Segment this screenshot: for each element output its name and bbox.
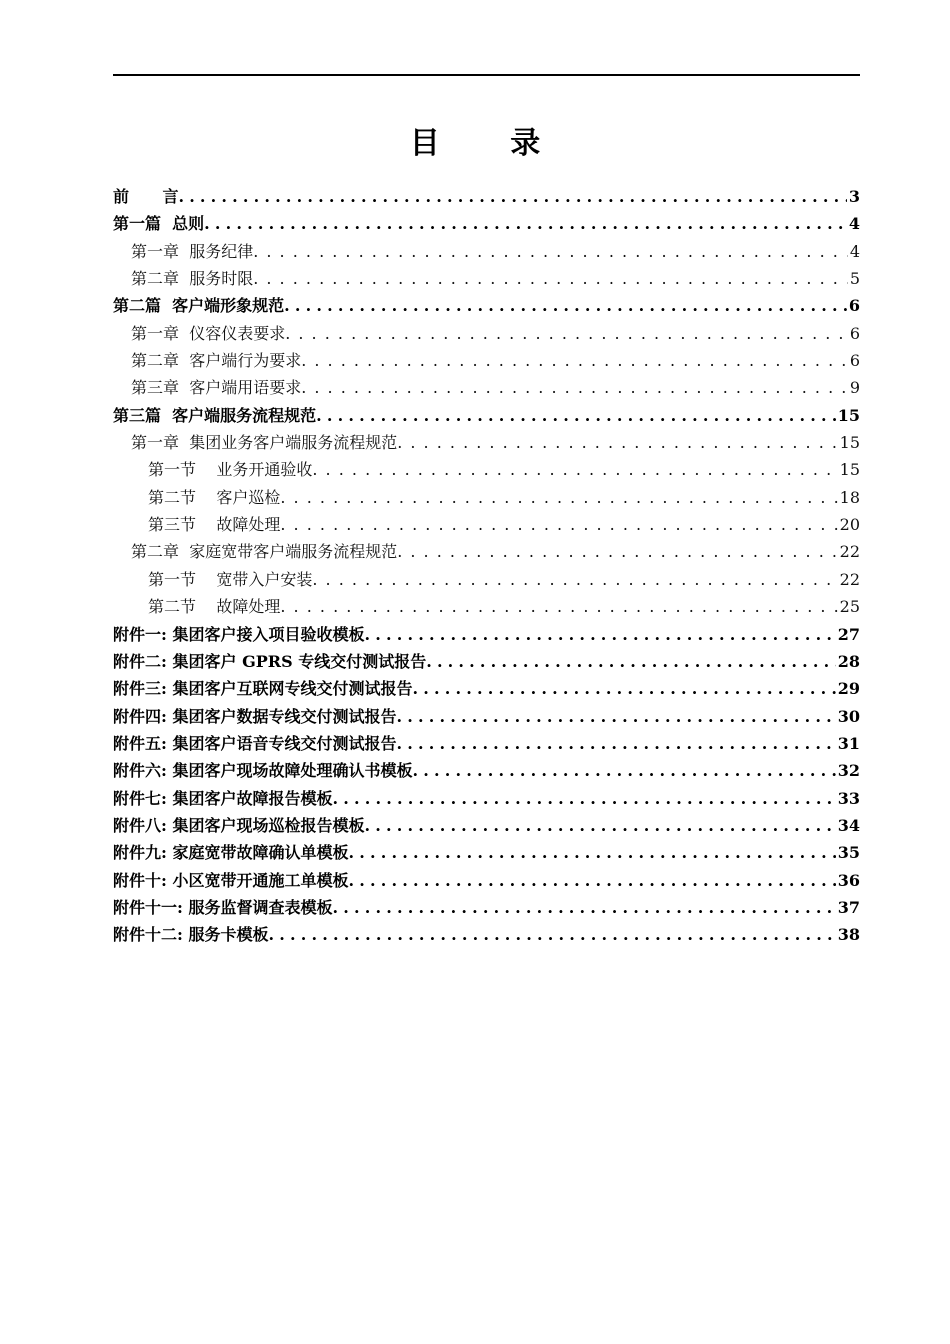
toc-entry-page-number: 15 bbox=[837, 405, 860, 425]
toc-entry[interactable] bbox=[113, 292, 860, 319]
toc-entry-prefix: 附件二: bbox=[113, 651, 167, 671]
toc-entry-page-number: 3 bbox=[848, 187, 860, 206]
toc-entry[interactable] bbox=[113, 703, 860, 730]
toc-entry-page-number: 27 bbox=[837, 624, 860, 644]
toc-entry-label bbox=[131, 347, 848, 374]
toc-entry-prefix: 第二章 bbox=[131, 542, 180, 562]
toc-entry-label bbox=[131, 429, 838, 456]
toc-entry-prefix: 附件十二: bbox=[113, 925, 183, 945]
toc-entry-gap bbox=[179, 351, 189, 370]
toc-entry-prefix: 附件九: bbox=[113, 843, 167, 863]
toc-entry-label bbox=[131, 374, 848, 401]
toc-entry-gap bbox=[161, 296, 172, 315]
toc-entry-prefix: 附件三: bbox=[113, 679, 167, 699]
toc-entry-label bbox=[148, 593, 838, 620]
toc-entry-text: 言 bbox=[162, 187, 179, 206]
toc-entry-label bbox=[131, 265, 848, 292]
toc-entry-prefix: 第一章 bbox=[131, 241, 180, 261]
toc-entry-label bbox=[131, 538, 838, 565]
toc-entry-label bbox=[113, 839, 836, 866]
toc-entry-page-number: 32 bbox=[837, 761, 860, 781]
toc-entry-prefix: 第一节 bbox=[148, 460, 197, 480]
toc-entry-gap bbox=[161, 406, 172, 425]
toc-entry[interactable] bbox=[113, 812, 860, 839]
header-rule bbox=[113, 74, 860, 76]
toc-entry[interactable] bbox=[113, 320, 860, 347]
toc-entry-text: 集团客户语音专线交付测试报告 bbox=[172, 733, 397, 753]
toc-entry-label bbox=[148, 566, 838, 593]
toc-entry[interactable] bbox=[113, 374, 860, 401]
toc-entry[interactable] bbox=[113, 456, 860, 483]
toc-entry-prefix: 第一篇 bbox=[113, 214, 162, 234]
toc-entry-label bbox=[131, 238, 848, 265]
toc-entry-text: 家庭宽带客户端服务流程规范 bbox=[189, 542, 398, 562]
toc-entry-page-number: 18 bbox=[839, 487, 860, 507]
toc-entry-label bbox=[148, 484, 838, 511]
toc-entry-text: 家庭宽带故障确认单模板 bbox=[172, 843, 349, 863]
toc-entry-prefix: 附件一: bbox=[113, 624, 167, 644]
toc-entry-text: 集团客户 GPRS 专线交付测试报告 bbox=[172, 651, 427, 671]
toc-entry-page-number: 37 bbox=[837, 897, 860, 917]
toc-entry-text: 客户端用语要求 bbox=[189, 378, 302, 398]
toc-entry-prefix: 第二节 bbox=[148, 597, 197, 617]
toc-entry-label bbox=[113, 921, 836, 948]
toc-entry-prefix: 附件五: bbox=[113, 733, 167, 753]
toc-entry-prefix: 第一章 bbox=[131, 323, 180, 343]
toc-entry-label bbox=[113, 675, 836, 702]
toc-entry-text: 业务开通验收 bbox=[216, 460, 313, 480]
toc-entry-label bbox=[113, 757, 836, 784]
toc-entry-text: 集团客户故障报告模板 bbox=[172, 788, 333, 808]
toc-entry-page-number: 22 bbox=[839, 569, 860, 589]
toc-entry-label bbox=[131, 320, 848, 347]
toc-entry-label bbox=[113, 621, 836, 648]
toc-entry-gap bbox=[196, 570, 216, 589]
toc-entry-gap bbox=[196, 515, 216, 534]
toc-entry[interactable] bbox=[113, 730, 860, 757]
toc-entry-gap bbox=[161, 214, 172, 233]
toc-entry-prefix: 第二节 bbox=[148, 487, 197, 507]
toc-entry[interactable] bbox=[113, 648, 860, 675]
toc-entry-gap bbox=[179, 242, 189, 261]
toc-entry-text: 集团客户现场故障处理确认书模板 bbox=[172, 761, 413, 781]
toc-entry-prefix: 附件七: bbox=[113, 788, 167, 808]
toc-entry[interactable] bbox=[113, 265, 860, 292]
toc-entry-label bbox=[113, 867, 836, 894]
toc-entry-gap bbox=[179, 433, 189, 452]
toc-entry-page-number: 38 bbox=[837, 925, 860, 945]
toc-entry[interactable] bbox=[113, 839, 860, 866]
toc-entry-text: 集团客户接入项目验收模板 bbox=[172, 624, 365, 644]
toc-entry-label bbox=[148, 456, 838, 483]
toc-entry[interactable] bbox=[113, 621, 860, 648]
toc-entry-gap bbox=[179, 269, 189, 288]
toc-entry-label bbox=[113, 812, 836, 839]
toc-entry-prefix: 第二章 bbox=[131, 269, 180, 289]
toc-entry-page-number: 33 bbox=[837, 788, 860, 808]
toc-entry-label bbox=[148, 511, 838, 538]
toc-entry-page-number: 6 bbox=[849, 351, 860, 371]
toc-entry-gap bbox=[196, 597, 216, 616]
toc-entry-label bbox=[113, 703, 836, 730]
toc-entry[interactable] bbox=[113, 894, 860, 921]
toc-entry-gap bbox=[129, 187, 162, 206]
toc-entry-prefix: 附件四: bbox=[113, 706, 167, 726]
toc-entry-label bbox=[113, 402, 836, 429]
toc-entry-text: 服务卡模板 bbox=[188, 925, 269, 945]
toc-entry-text: 客户端服务流程规范 bbox=[172, 405, 317, 425]
toc-entry[interactable] bbox=[113, 429, 860, 456]
toc-entry-text: 仪容仪表要求 bbox=[189, 323, 286, 343]
toc-entry-prefix: 附件十: bbox=[113, 870, 167, 890]
toc-entry-text: 集团客户数据专线交付测试报告 bbox=[172, 706, 397, 726]
toc-entry-text: 服务纪律 bbox=[189, 241, 254, 261]
toc-entry-prefix: 第三节 bbox=[148, 515, 197, 535]
toc-entry[interactable] bbox=[113, 675, 860, 702]
toc-entry-prefix: 第三篇 bbox=[113, 405, 162, 425]
toc-entry-gap bbox=[196, 488, 216, 507]
toc-entry[interactable] bbox=[113, 402, 860, 429]
toc-entry-label bbox=[113, 730, 836, 757]
toc-entry[interactable] bbox=[113, 347, 860, 374]
toc-entry-label bbox=[113, 292, 847, 319]
toc-entry-text: 总则 bbox=[172, 214, 205, 234]
toc-entry-label bbox=[113, 648, 836, 675]
toc-entry-page-number: 36 bbox=[837, 870, 860, 890]
toc-entry-page-number: 4 bbox=[848, 214, 860, 234]
toc-entry-page-number: 31 bbox=[837, 733, 860, 753]
toc-entry-text: 小区宽带开通施工单模板 bbox=[172, 870, 349, 890]
toc-entry-text: 宽带入户安装 bbox=[216, 569, 313, 589]
toc-entry[interactable] bbox=[113, 921, 860, 948]
toc-entry-page-number: 5 bbox=[849, 269, 860, 289]
toc-entry-prefix: 附件八: bbox=[113, 815, 167, 835]
toc-entry-page-number: 4 bbox=[849, 241, 860, 261]
toc-entry[interactable] bbox=[113, 867, 860, 894]
toc-entry-text: 故障处理 bbox=[216, 597, 281, 617]
toc-entry-page-number: 20 bbox=[839, 515, 860, 535]
toc-entry-page-number: 29 bbox=[837, 679, 860, 699]
toc-entry-page-number: 34 bbox=[837, 815, 860, 835]
toc-entry-text: 客户端行为要求 bbox=[189, 351, 302, 371]
toc-entry-label bbox=[113, 785, 836, 812]
toc-entry-label bbox=[113, 894, 836, 921]
toc-entry-prefix: 第三章 bbox=[131, 378, 180, 398]
toc-entry-page-number: 9 bbox=[849, 378, 860, 398]
toc-entry[interactable] bbox=[113, 183, 860, 210]
toc-entry-gap bbox=[179, 324, 189, 343]
toc-entry-prefix: 第一节 bbox=[148, 569, 197, 589]
toc-entry[interactable] bbox=[113, 593, 860, 620]
toc-entry-page-number: 15 bbox=[839, 433, 860, 453]
toc-entry-label bbox=[113, 210, 847, 237]
toc-entry-text: 服务监督调查表模板 bbox=[188, 897, 333, 917]
toc-entry-text: 集团业务客户端服务流程规范 bbox=[189, 433, 398, 453]
toc-entry-prefix: 第一章 bbox=[131, 433, 180, 453]
toc-entry-label bbox=[113, 183, 847, 210]
toc-entry-page-number: 28 bbox=[837, 651, 860, 671]
toc-entry-prefix: 第二章 bbox=[131, 351, 180, 371]
table-of-contents bbox=[113, 183, 860, 949]
toc-entry-page-number: 30 bbox=[837, 706, 860, 726]
toc-entry-page-number: 6 bbox=[849, 323, 860, 343]
toc-entry-text: 集团客户互联网专线交付测试报告 bbox=[172, 679, 413, 699]
toc-title: 目 录 bbox=[409, 126, 571, 161]
toc-entry-gap bbox=[196, 460, 216, 479]
toc-entry-page-number: 6 bbox=[848, 296, 860, 316]
toc-entry[interactable] bbox=[113, 757, 860, 784]
toc-entry[interactable] bbox=[113, 484, 860, 511]
toc-entry-page-number: 35 bbox=[837, 843, 860, 863]
toc-entry[interactable] bbox=[113, 538, 860, 565]
toc-entry-prefix: 前 bbox=[113, 187, 130, 206]
toc-entry-text: 客户端形象规范 bbox=[172, 296, 285, 316]
toc-entry-text: 故障处理 bbox=[216, 515, 281, 535]
toc-entry[interactable] bbox=[113, 511, 860, 538]
toc-entry-gap bbox=[179, 542, 189, 561]
toc-entry-page-number: 22 bbox=[839, 542, 860, 562]
toc-entry-page-number: 15 bbox=[839, 460, 860, 480]
toc-entry[interactable] bbox=[113, 785, 860, 812]
toc-entry[interactable] bbox=[113, 210, 860, 237]
toc-entry-gap bbox=[179, 378, 189, 397]
toc-entry[interactable] bbox=[113, 238, 860, 265]
toc-entry-text: 集团客户现场巡检报告模板 bbox=[172, 815, 365, 835]
toc-entry-page-number: 25 bbox=[839, 597, 860, 617]
toc-entry-prefix: 第二篇 bbox=[113, 296, 162, 316]
toc-entry-text: 服务时限 bbox=[189, 269, 254, 289]
toc-entry-prefix: 附件十一: bbox=[113, 897, 183, 917]
toc-entry-text: 客户巡检 bbox=[216, 487, 281, 507]
toc-entry-prefix: 附件六: bbox=[113, 761, 167, 781]
toc-entry[interactable] bbox=[113, 566, 860, 593]
